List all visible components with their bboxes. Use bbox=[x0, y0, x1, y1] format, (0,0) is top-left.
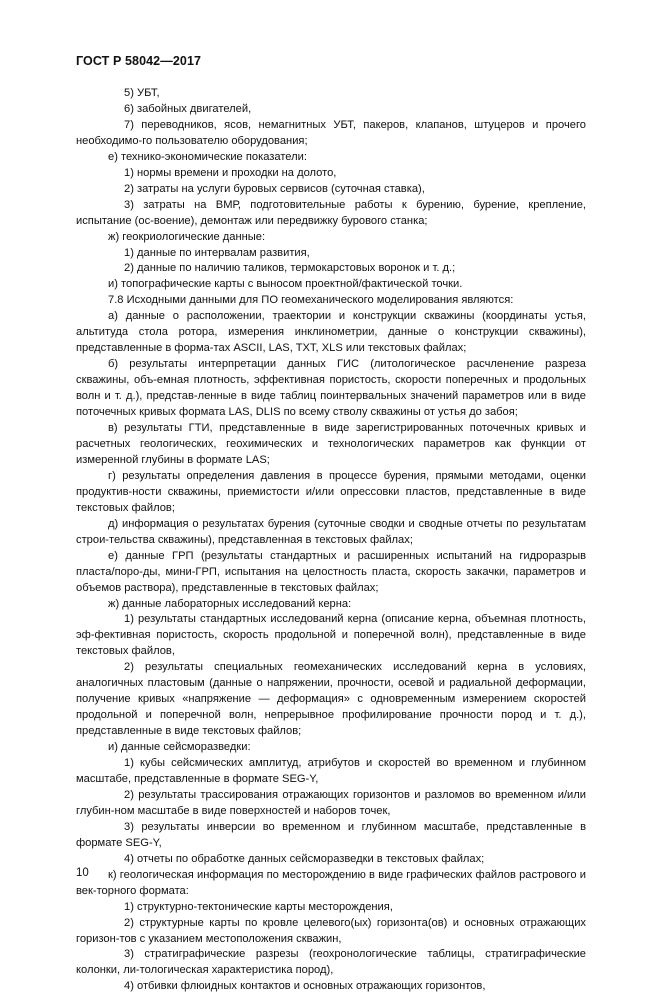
paragraph: е) технико-экономические показатели: bbox=[108, 150, 307, 163]
paragraph: 3) стратиграфические разрезы (геохронологические таблицы, стратиграфические колонки, ли-тологическая характеристика пород), bbox=[76, 948, 586, 977]
paragraph: ж) данные лабораторных исследований керна: bbox=[108, 597, 352, 610]
paragraph: в) результаты ГТИ, представленные в виде зарегистрированных поточечных кривых и расчетных геологических, геохимических и технологических параметров как функции от измеренной глубины в формате LAS; bbox=[76, 422, 586, 466]
paragraph: 2) затраты на услуги буровых сервисов (суточная ставка), bbox=[124, 182, 425, 195]
paragraph: д) информация о результатах бурения (суточные сводки и сводные отчеты по результатам строи-тельства скважины), представленная в текстовых файлах; bbox=[76, 517, 586, 546]
paragraph: 3) результаты инверсии во временном и глубинном масштабе, представленные в формате SEG-Y, bbox=[76, 820, 586, 849]
paragraph: 5) УБТ, bbox=[124, 87, 160, 99]
paragraph: 1) нормы времени и проходки на долото, bbox=[124, 166, 337, 179]
paragraph: 2) данные по наличию таликов, термокарстовых воронок и т. д.; bbox=[124, 262, 456, 275]
paragraph: 4) отчеты по обработке данных сейсморазведки в текстовых файлах; bbox=[124, 852, 485, 865]
document-body bbox=[76, 86, 586, 995]
paragraph: е) данные ГРП (результаты стандартных и расширенных испытаний на гидроразрыв пласта/поро-ды, мини-ГРП, испытания на целостность пласта, скорость закачки, параметров и объемов раствора), представленные в текстовых файлах; bbox=[76, 549, 586, 594]
paragraph: 2) структурные карты по кровле целевого(ых) горизонта(ов) и основных отражающих горизон-тов с указанием местоположения скважин, bbox=[76, 916, 586, 945]
paragraph: 2) результаты трассирования отражающих горизонтов и разломов во временном и/или глубин-ном масштабе в виде поверхностей и наборов точек, bbox=[76, 788, 586, 817]
paragraph: 1) кубы сейсмических амплитуд, атрибутов и скоростей во временном и глубинном масштабе, представленные в формате SEG-Y, bbox=[76, 757, 586, 785]
paragraph: 1) результаты стандартных исследований керна (описание керна, объемная плотность, эф-фективная пористость, скорость продольной и поперечной волн), представленные в виде текстовых файлов, bbox=[76, 613, 586, 658]
paragraph: 1) структурно-тектонические карты месторождения, bbox=[124, 900, 393, 913]
paragraph: 4) отбивки флюидных контактов и основных отражающих горизонтов, bbox=[124, 980, 486, 993]
paragraph: 3) затраты на ВМР, подготовительные работы к бурению, бурение, крепление, испытание (ос-воение), демонтаж или передвижку бурового станка; bbox=[76, 198, 586, 227]
paragraph: 1) данные по интервалам развития, bbox=[124, 246, 310, 259]
paragraph: 7) переводников, ясов, немагнитных УБТ, пакеров, клапанов, штуцеров и прочего необходимо-го пользователю оборудования; bbox=[76, 118, 586, 147]
paragraph: 2) результаты специальных геомеханических исследований керна в условиях, аналогичных пластовым (данные о напряжении, прочности, осевой и радиальной деформации, получение кривых «напряжение — деформация» с одновременным измерением скоростей продольной и поперечной волн, непрерывное профилирование прочности пород и т. д.), представленные в виде текстовых файлов; bbox=[76, 661, 586, 738]
paragraph: а) данные о расположении, траектории и конструкции скважины (координаты устья, альтитуда стола ротора, измерения инклинометрии, данные о конструкции скважины), представленные в форма-тах ASCII, LAS, TXT, XLS или текстовых файлах; bbox=[76, 310, 586, 355]
page-number: 10 bbox=[76, 867, 89, 879]
paragraph: 7.8 Исходными данными для ПО геомеханического моделирования являются: bbox=[108, 294, 514, 307]
paragraph: б) результаты интерпретации данных ГИС (литологическое расчленение разреза скважины, объ-емная плотность, эффективная пористость, скорости поперечных и продольных волн и т. д.), представ-ленные в виде таблиц поинтервальных значений параметров или в виде поточечных кривых формата LAS, DLIS по всему стволу скважины от устья до забоя; bbox=[76, 358, 586, 419]
paragraph: и) данные сейсморазведки: bbox=[108, 741, 251, 754]
paragraph: 6) забойных двигателей, bbox=[124, 102, 252, 115]
paragraph: к) геологическая информация по месторождению в виде графических файлов растрового и век-торного формата: bbox=[76, 868, 586, 897]
paragraph: и) топографические карты с выносом проектной/фактической точки. bbox=[108, 278, 463, 291]
paragraph: г) результаты определения давления в процессе бурения, прямыми методами, оценки продуктив-ности скважины, приемистости и/или опрессовки пластов, представленные в виде текстовых файлов; bbox=[76, 469, 586, 514]
document-header: ГОСТ Р 58042—2017 bbox=[76, 54, 202, 68]
paragraph: ж) геокриологические данные: bbox=[108, 230, 266, 243]
